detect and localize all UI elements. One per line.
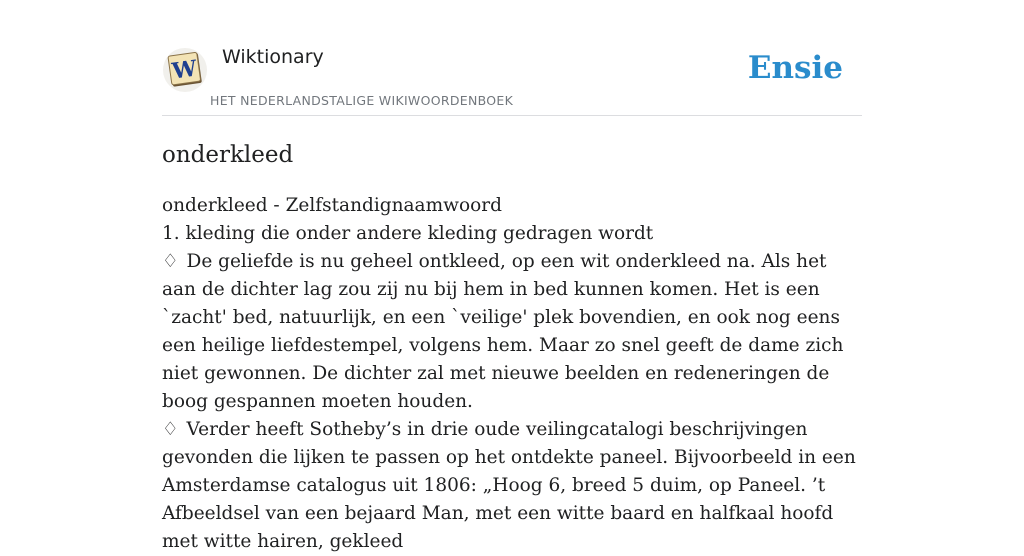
entry-definition: 1. kleding die onder andere kleding gedragen wordt <box>162 223 654 244</box>
example-text: Verder heeft Sotheby’s in drie oude veilingcatalogi beschrijvingen gevonden die lijken te passen op het ontdekte paneel. Bijvoorbeeld in een Amsterdamse catalogus uit 1806: „Hoog 6, breed 5 duim, op Paneel. ’t Afbeeldsel van een bejaard Man, met een witte baard en halfkaal hoofd met witte hairen, gekleed <box>162 419 856 552</box>
example-diamond-icon: ♢ <box>162 251 179 272</box>
site-tagline: HET NEDERLANDSTALIGE WIKIWOORDENBOEK <box>210 93 514 108</box>
example-text: De geliefde is nu geheel ontkleed, op een wit onderkleed na. Als het aan de dichter lag zou zij nu bij hem in bed kunnen komen. Het is een `zacht' bed, natuurlijk, en een `veilige' plek bovendien, en ook nog eens een heilige liefdestempel, volgens hem. Maar zo snel geeft de dame zich niet gewonnen. De dichter zal met nieuwe beelden en redeneringen de boog gespannen moeten houden. <box>162 251 844 412</box>
example-diamond-icon: ♢ <box>162 419 179 440</box>
example-sentence <box>162 248 862 416</box>
entry-heading: onderkleed - Zelfstandignaamwoord <box>162 195 502 216</box>
example-sentence <box>162 416 862 556</box>
site-name[interactable]: Wiktionary <box>222 46 324 68</box>
svg-text:W: W <box>170 55 199 85</box>
page-title: onderkleed <box>162 142 294 168</box>
wiktionary-w-tile-icon <box>163 48 207 92</box>
wiktionary-logo[interactable] <box>163 48 207 92</box>
entry-content <box>162 192 862 556</box>
ensie-brand-link[interactable]: Ensie <box>747 50 843 86</box>
header-divider <box>162 115 862 116</box>
